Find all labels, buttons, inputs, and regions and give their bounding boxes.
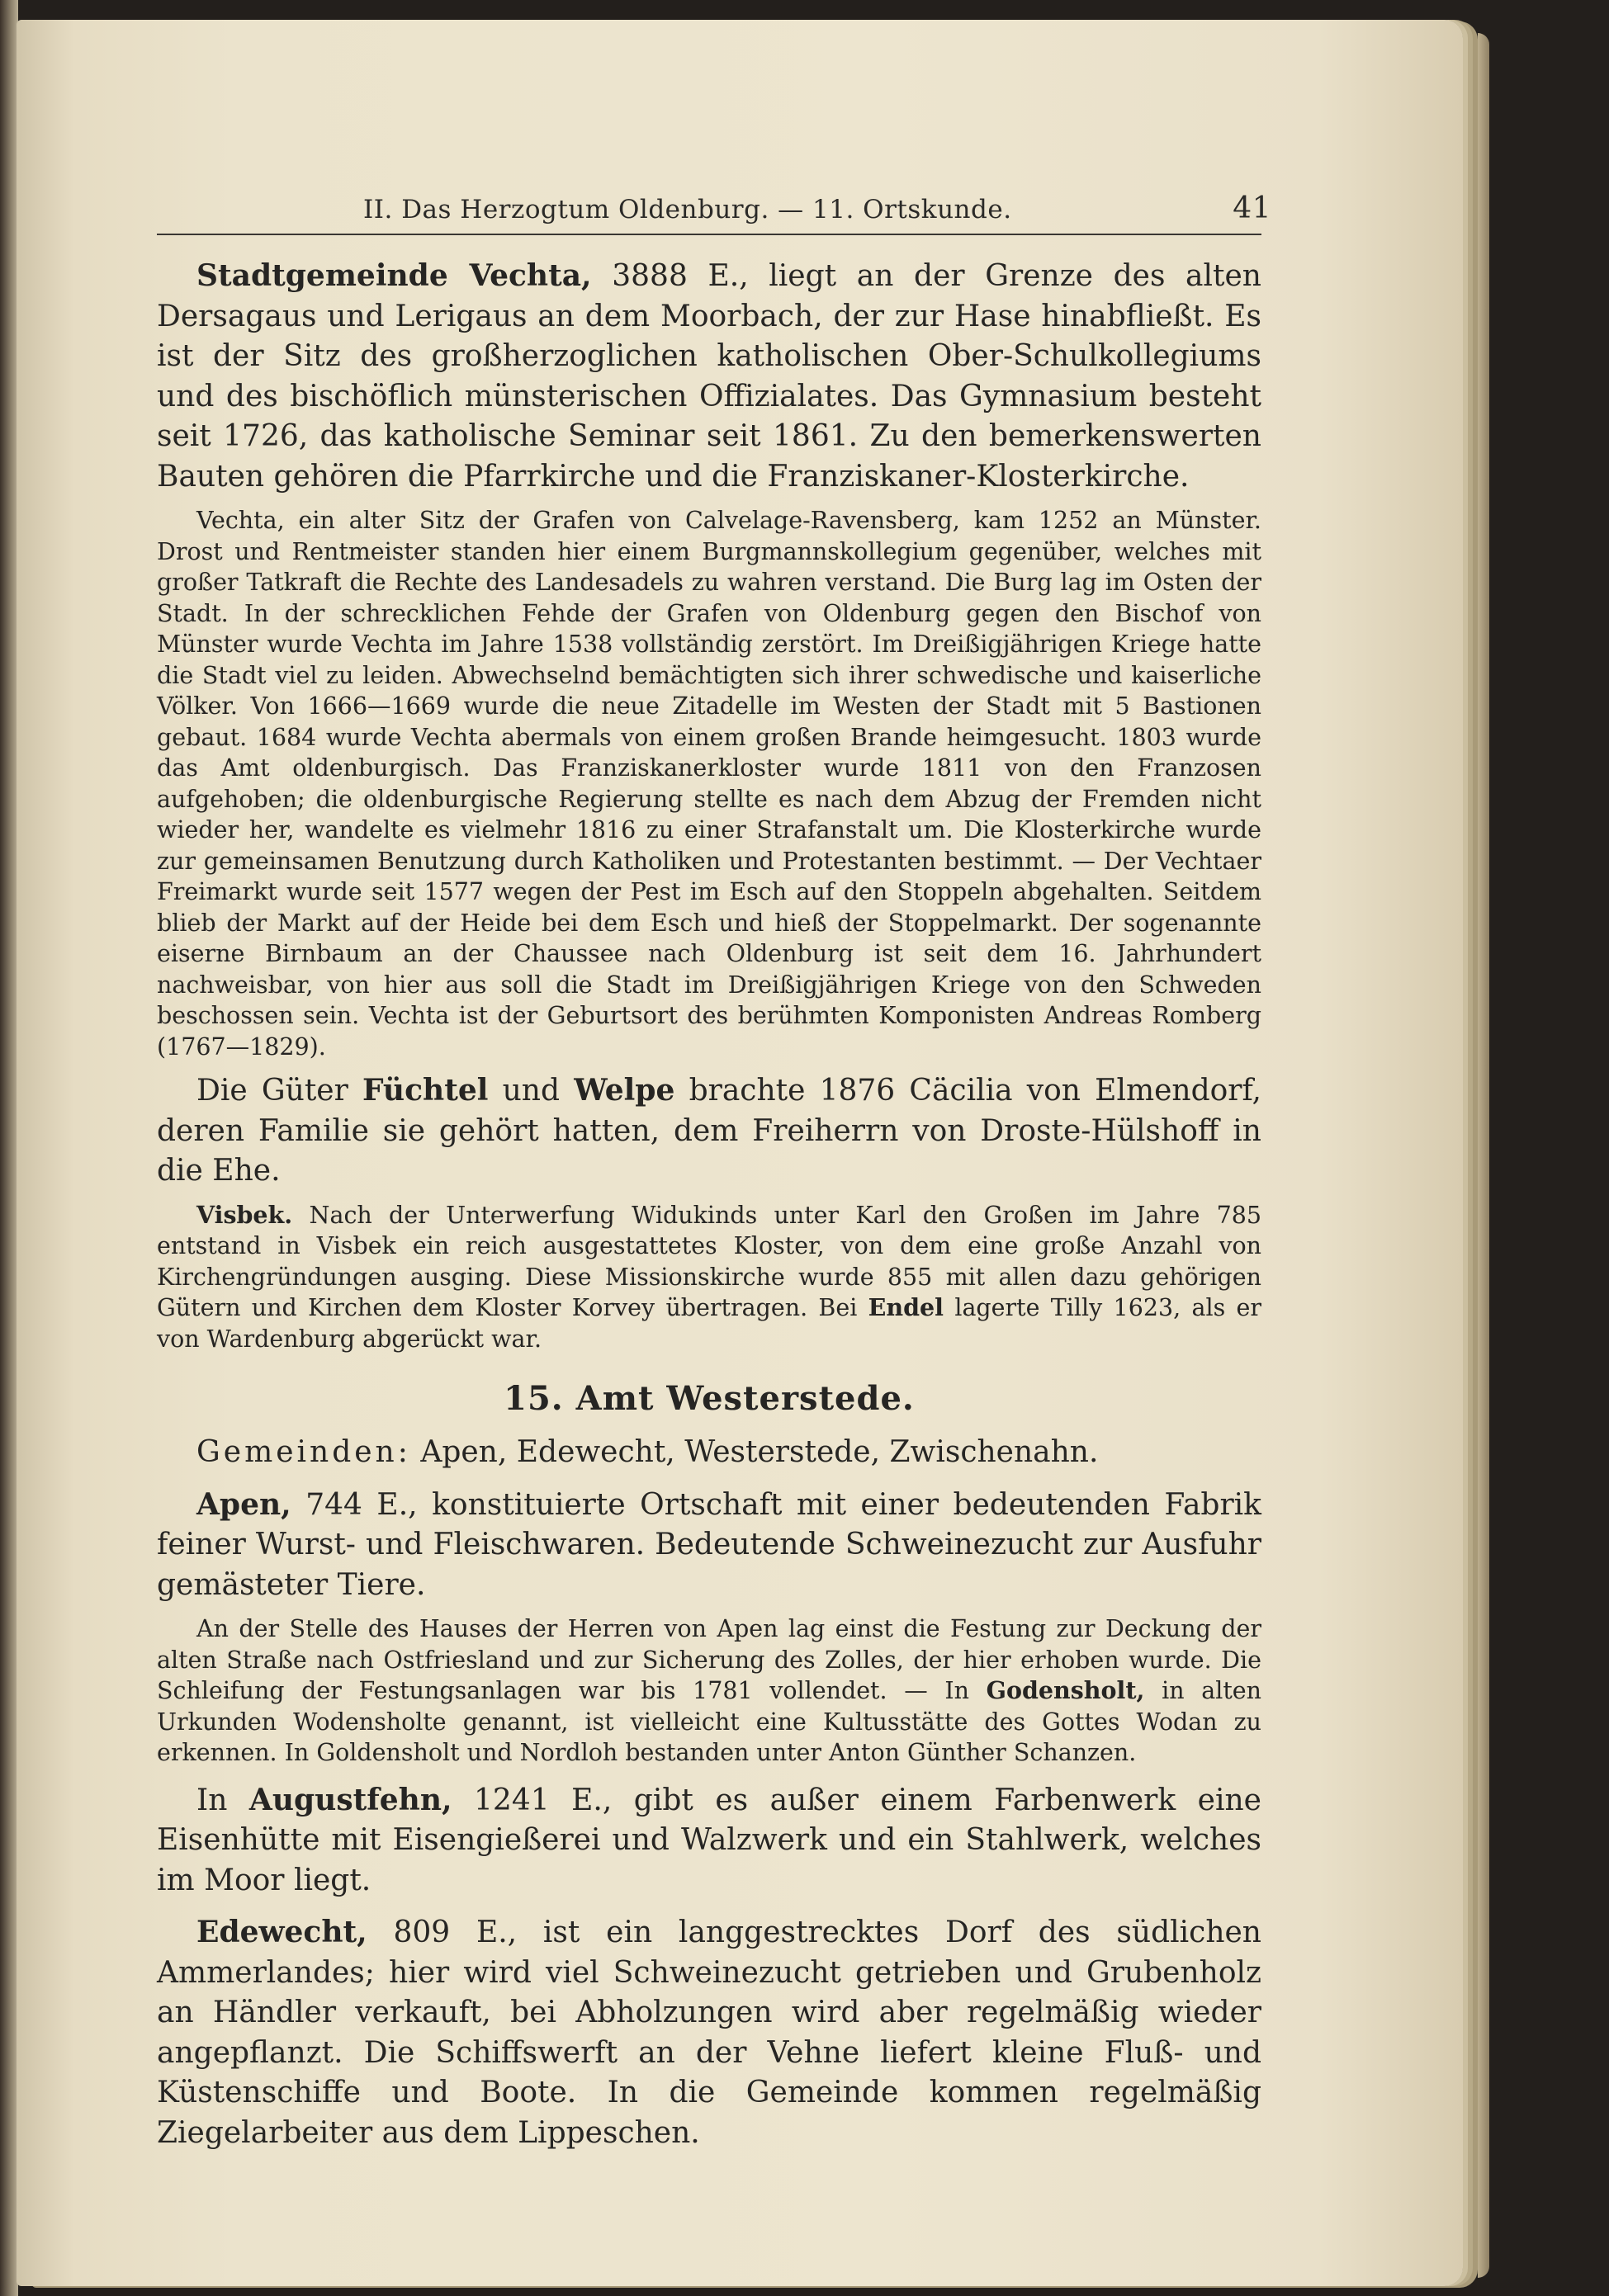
section-title: 15. Amt Westerstede. [504, 1379, 915, 1418]
paragraph-gueter [157, 1070, 1261, 1192]
place-name: Apen, [196, 1486, 291, 1522]
paragraph-text: Die Güter [196, 1074, 362, 1108]
paragraph-text: 744 E., konstituierte Ortschaft mit einer bedeutenden Fabrik feiner Wurst- und Fleischwaren. Bedeutende Schweinezucht zur Ausfuhr gemästeter Tiere. [157, 1487, 1261, 1602]
place-name: Welpe [574, 1073, 675, 1108]
place-name: Augustfehn, [248, 1782, 452, 1817]
paragraph-gemeinden [157, 1433, 1261, 1473]
gemeinden-list: Apen, Edewecht, Westerstede, Zwischenahn. [410, 1435, 1099, 1469]
header-rule [157, 234, 1261, 235]
place-name: Visbek. [196, 1200, 293, 1229]
page-stack-edge [1478, 33, 1489, 2278]
place-name: Füchtel [362, 1073, 489, 1108]
page-number: 41 [1233, 191, 1271, 225]
place-name: Stadtgemeinde Vechta, [196, 258, 592, 293]
paragraph-vechta [157, 256, 1261, 497]
place-name: Godensholt, [986, 1676, 1145, 1704]
paragraph-apen-history [157, 1613, 1261, 1769]
paragraph-text: und [488, 1074, 575, 1108]
paragraph-text: An der Stelle des Hauses der Herren von Apen lag einst die Festung zur Deckung der alten Straße nach Ostfriesland und zur Sicherung des Zolles, der hier erhoben wurde. Die Schleifung der Festungsanlagen war bis 1781 vollendet. — In [157, 1615, 1261, 1704]
running-title: II. Das Herzogtum Oldenburg. — 11. Ortskunde. [363, 195, 1012, 224]
paragraph-text: 3888 E., liegt an der Grenze des alten Dersagaus und Lerigaus an dem Moorbach, der zur Hase hinabfließt. Es ist der Sitz des großherzoglichen katholischen Ober-Schulkollegiums und des bischöflich münsterischen Offizialates. Das Gymnasium besteht seit 1726, das katholische Seminar seit 1861. Zu den bemerkenswerten Bauten gehören die Pfarrkirche und die Franziskaner-Klosterkirche. [157, 259, 1261, 494]
paragraph-edewecht [157, 1912, 1261, 2153]
paragraph-text: Nach der Unterwerfung Widukinds unter Karl den Großen im Jahre 785 entstand in Visbek ein reich ausgestattetes Kloster, von dem eine große Anzahl von Kirchengründungen ausging. Diese Missionskirche wurde 855 mit allen dazu gehörigen Gütern und Kirchen dem Kloster Korvey übertragen. Bei [157, 1201, 1261, 1321]
paragraph-augustfehn [157, 1780, 1261, 1902]
gemeinden-label: Gemeinden: [196, 1435, 411, 1469]
paragraph-text: lagerte Tilly 1623, als er von Wardenburg abgerückt war. [157, 1294, 1261, 1353]
paragraph-text: 1241 E., gibt es außer einem Farbenwerk eine Eisenhütte mit Eisengießerei und Walzwerk und ein Stahlwerk, welches im Moor liegt. [157, 1783, 1261, 1897]
previous-page-edge [0, 0, 18, 2296]
paragraph-vechta-history: Vechta, ein alter Sitz der Grafen von Calvelage-Ravensberg, kam 1252 an Münster. Drost und Rentmeister standen hier einem Burgmannskollegium gegenüber, welches mit großer Tatkraft die Rechte des Landesadels zu wahren verstand. Die Burg lag im Osten der Stadt. In der schrecklichen Fehde der Grafen von Oldenburg gegen den Bischof von Münster wurde Vechta im Jahre 1538 vollständig zerstört. Im Dreißigjährigen Kriege hatte die Stadt viel zu leiden. Abwechselnd bemächtigten sich ihrer schwedische und kaiserliche Völker. Von 1666—1669 wurde die neue Zitadelle im Westen der Stadt mit 5 Bastionen gebaut. 1684 wurde Vechta abermals von einem großen Brande heimgesucht. 1803 wurde das Amt oldenburgisch. Das Franziskanerkloster wurde 1811 von den Franzosen aufgehoben; die oldenburgische Regierung stellte es nach dem Abzug der Fremden nicht wieder her, wandelte es vielmehr 1816 zu einer Strafanstalt um. Die Klosterkirche wurde zur gemeinsamen Benutzung durch Katholiken und Protestanten bestimmt. — Der Vechtaer Freimarkt wurde seit 1577 wegen der Pest im Esch auf den Stoppeln abgehalten. Seitdem blieb der Markt auf der Heide bei dem Esch und hieß der Stoppelmarkt. Der sogenannte eiserne Birnbaum an der Chaussee nach Oldenburg ist seit dem 16. Jahrhundert nachweisbar, von hier aus soll die Stadt im Dreißigjährigen Kriege von den Schweden beschossen sein. Vechta ist der Geburtsort des berühmten Komponisten Andreas Romberg (1767—1829). [157, 507, 1261, 1061]
paragraph-text: 809 E., ist ein langgestrecktes Dorf des südlichen Ammerlandes; hier wird viel Schweinezucht getrieben und Grubenholz an Händler verkauft, bei Abholzungen wird aber regelmäßig wieder angepflanzt. Die Schiffswerft an der Vehne liefert kleine Fluß- und Küstenschiffe und Boote. In die Gemeinde kommen regelmäßig Ziegelarbeiter aus dem Lippeschen. [157, 1916, 1261, 2150]
paragraph-text: In [196, 1783, 249, 1817]
running-header [363, 191, 1271, 228]
place-name: Endel [868, 1293, 944, 1321]
page-body [157, 256, 1261, 2153]
paragraph-text: brachte 1876 Cäcilia von Elmendorf, deren Familie sie gehört hatten, dem Freiherrn von Droste-Hülshoff in die Ehe. [157, 1074, 1261, 1188]
paragraph-apen [157, 1485, 1261, 1606]
paragraph-visbek [157, 1200, 1261, 1355]
paragraph-text: in alten Urkunden Wodensholte genannt, ist vielleicht eine Kultusstätte des Gottes Wodan zu erkennen. In Goldensholt und Nordloh bestanden unter Anton Günther Schanzen. [157, 1677, 1261, 1766]
place-name: Edewecht, [196, 1915, 367, 1949]
